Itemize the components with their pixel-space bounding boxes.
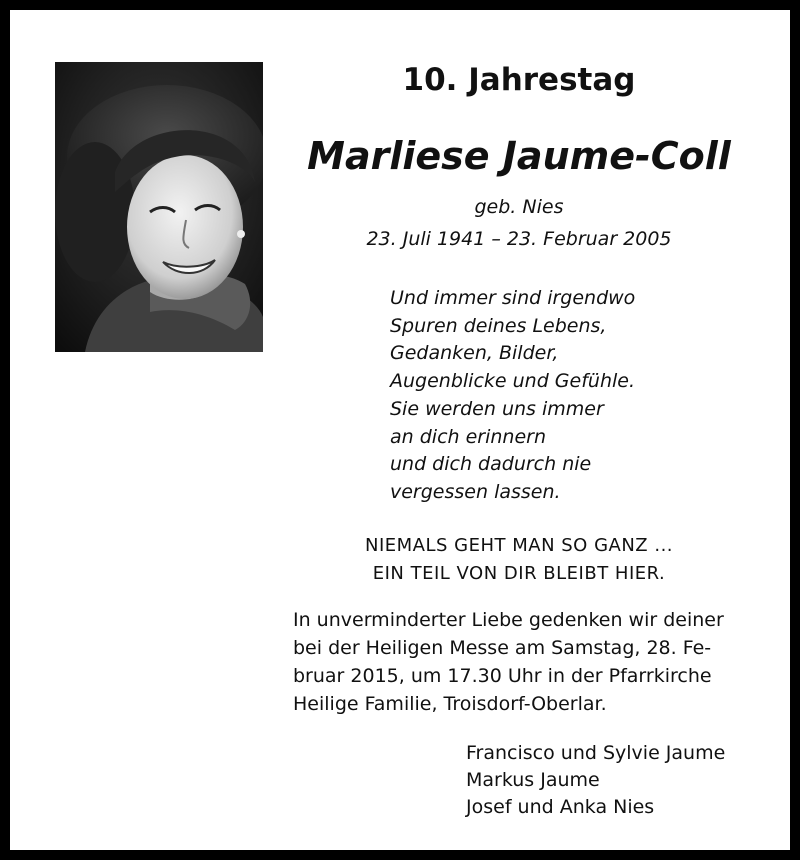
poem-line: an dich erinnern bbox=[390, 425, 546, 448]
poem-line: Gedanken, Bilder, bbox=[390, 342, 559, 365]
poem-line: Und immer sind irgendwo bbox=[390, 287, 636, 309]
signer-name: Francisco und Sylvie Jaume bbox=[466, 742, 726, 764]
memorial-motto bbox=[280, 532, 758, 588]
notice-line: Heilige Familie, Troisdorf-Oberlar. bbox=[293, 693, 607, 715]
motto-line: EIN TEIL VON DIR BLEIBT HIER. bbox=[372, 563, 666, 584]
birth-name: geb. Nies bbox=[474, 196, 564, 218]
notice-line: In unverminderter Liebe gedenken wir deiner bbox=[293, 609, 724, 631]
memorial-poem bbox=[390, 285, 635, 507]
signer-name: Markus Jaume bbox=[466, 769, 600, 791]
poem-line: vergessen lassen. bbox=[390, 480, 561, 503]
poem-line: Spuren deines Lebens, bbox=[390, 314, 607, 337]
mass-notice bbox=[293, 606, 724, 718]
motto-line: NIEMALS GEHT MAN SO GANZ ... bbox=[364, 535, 674, 556]
portrait-photo bbox=[55, 62, 263, 352]
signer-name: Josef und Anka Nies bbox=[466, 796, 655, 818]
life-dates: 23. Juli 1941 – 23. Februar 2005 bbox=[366, 228, 672, 250]
portrait-icon bbox=[55, 62, 263, 352]
poem-line: Sie werden uns immer bbox=[390, 397, 604, 420]
poem-line: und dich dadurch nie bbox=[390, 453, 592, 476]
notice-line: bei der Heiligen Messe am Samstag, 28. Fe- bbox=[293, 637, 712, 659]
notice-line: bruar 2015, um 17.30 Uhr in der Pfarrkirche bbox=[293, 665, 712, 687]
poem-line: Augenblicke und Gefühle. bbox=[390, 370, 636, 393]
deceased-name: Marliese Jaume-Coll bbox=[307, 134, 731, 178]
family-signers bbox=[466, 740, 725, 821]
anniversary-heading: 10. Jahrestag bbox=[402, 62, 636, 98]
